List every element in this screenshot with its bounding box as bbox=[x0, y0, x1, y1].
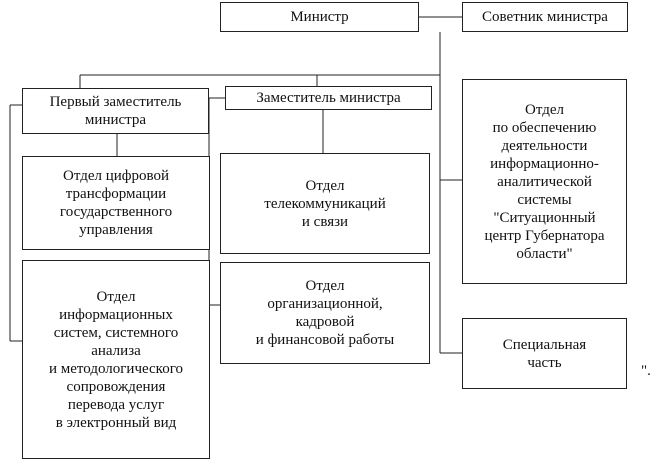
trailing-mark: ". bbox=[641, 363, 651, 379]
dept-is-box: Отдел информационных систем, системного анализа и методологического сопровождения перевода услуг в электронный вид bbox=[22, 260, 210, 459]
first-deputy-box: Первый заместитель министра bbox=[22, 88, 209, 134]
dept-situation-box: Отдел по обеспечению деятельности информационно- аналитической системы "Ситуационный центр Губернатора области" bbox=[462, 79, 627, 284]
minister-box: Министр bbox=[220, 2, 419, 32]
advisor-box: Советник министра bbox=[462, 2, 628, 32]
dept-telecom-box: Отдел телекоммуникаций и связи bbox=[220, 153, 430, 254]
dept-admin-box: Отдел организационной, кадровой и финансовой работы bbox=[220, 262, 430, 364]
special-box: Специальная часть bbox=[462, 318, 627, 389]
dept-digital-box: Отдел цифровой трансформации государственного управления bbox=[22, 156, 210, 250]
deputy-box: Заместитель министра bbox=[225, 86, 432, 110]
